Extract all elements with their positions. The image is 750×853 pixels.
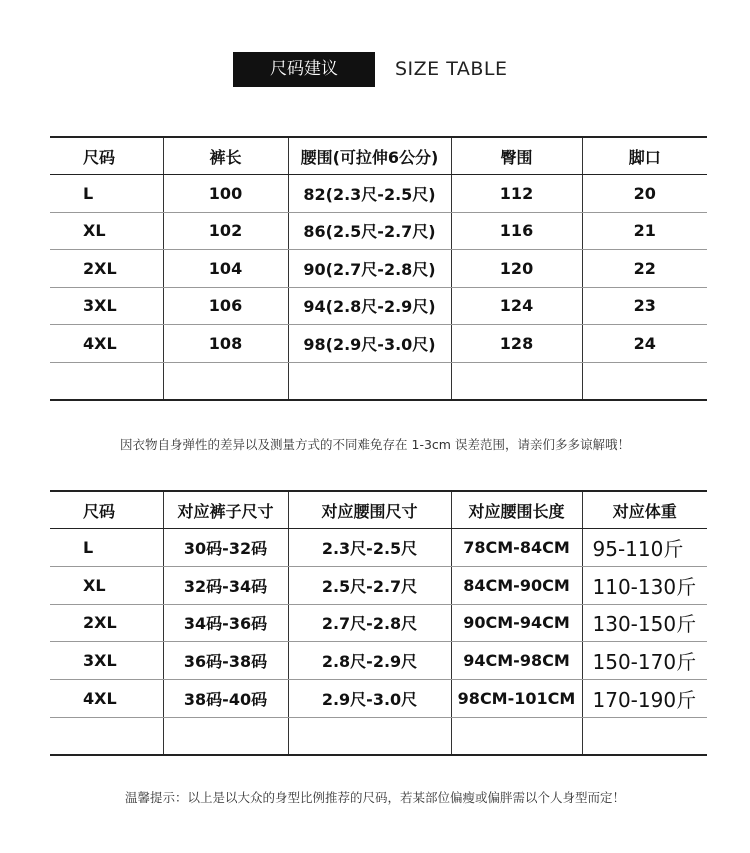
cell-pants-size: 32码-34码 (163, 566, 288, 604)
cell-size: 3XL (50, 287, 163, 325)
cell-waist: 86(2.5尺-2.7尺) (288, 212, 451, 250)
cell-size: 2XL (50, 250, 163, 288)
cell-weight: 170-190斤 (582, 679, 707, 717)
cell-waist-length: 94CM-98CM (451, 642, 582, 680)
table-row-empty (50, 717, 707, 755)
cell-size: XL (50, 566, 163, 604)
cell-waist-size: 2.8尺-2.9尺 (288, 642, 451, 680)
cell-size: L (50, 529, 163, 567)
cell-hip: 124 (451, 287, 582, 325)
cell-length: 102 (163, 212, 288, 250)
cell-size: L (50, 175, 163, 213)
cell-hip: 120 (451, 250, 582, 288)
cell-size: 2XL (50, 604, 163, 642)
cell-waist: 94(2.8尺-2.9尺) (288, 287, 451, 325)
col-header-waist-size: 对应腰围尺寸 (288, 491, 451, 529)
cell-weight: 130-150斤 (582, 604, 707, 642)
cell-length: 106 (163, 287, 288, 325)
cell-pants-size: 38码-40码 (163, 679, 288, 717)
table-header-row (50, 137, 707, 175)
col-header-weight: 对应体重 (582, 491, 707, 529)
cell-size: 3XL (50, 642, 163, 680)
cell-empty (288, 717, 451, 755)
cell-waist: 82(2.3尺-2.5尺) (288, 175, 451, 213)
col-header-hem: 脚口 (582, 137, 707, 175)
cell-weight: 150-170斤 (582, 642, 707, 680)
cell-length: 108 (163, 325, 288, 363)
cell-empty (582, 717, 707, 755)
cell-waist-length: 84CM-90CM (451, 566, 582, 604)
cell-length: 100 (163, 175, 288, 213)
cell-empty (163, 362, 288, 400)
table-row (50, 287, 707, 325)
table-row (50, 604, 707, 642)
cell-pants-size: 34码-36码 (163, 604, 288, 642)
cell-hem: 22 (582, 250, 707, 288)
col-header-hip: 臀围 (451, 137, 582, 175)
table-row (50, 175, 707, 213)
cell-empty (451, 362, 582, 400)
col-header-waist: 腰围(可拉伸6公分) (288, 137, 451, 175)
cell-pants-size: 36码-38码 (163, 642, 288, 680)
table-row (50, 250, 707, 288)
cell-size: XL (50, 212, 163, 250)
cell-empty (163, 717, 288, 755)
cell-size: 4XL (50, 325, 163, 363)
cell-hip: 112 (451, 175, 582, 213)
cell-empty (451, 717, 582, 755)
cell-waist: 90(2.7尺-2.8尺) (288, 250, 451, 288)
cell-waist-size: 2.5尺-2.7尺 (288, 566, 451, 604)
cell-length: 104 (163, 250, 288, 288)
size-table-measurements (50, 136, 707, 401)
cell-waist-length: 98CM-101CM (451, 679, 582, 717)
col-header-size: 尺码 (50, 137, 163, 175)
table-row (50, 529, 707, 567)
table-row (50, 642, 707, 680)
size-suggestion-badge: 尺码建议 (233, 52, 375, 87)
cell-waist-length: 78CM-84CM (451, 529, 582, 567)
table-header-row (50, 491, 707, 529)
cell-empty (50, 717, 163, 755)
cell-empty (288, 362, 451, 400)
col-header-length: 裤长 (163, 137, 288, 175)
size-table-recommendation (50, 490, 707, 756)
cell-waist-size: 2.9尺-3.0尺 (288, 679, 451, 717)
cell-weight: 110-130斤 (582, 566, 707, 604)
cell-pants-size: 30码-32码 (163, 529, 288, 567)
cell-size: 4XL (50, 679, 163, 717)
cell-hem: 24 (582, 325, 707, 363)
table-row-empty (50, 362, 707, 400)
cell-waist-size: 2.7尺-2.8尺 (288, 604, 451, 642)
cell-waist-size: 2.3尺-2.5尺 (288, 529, 451, 567)
table-row (50, 566, 707, 604)
measurement-error-note: 因衣物自身弹性的差异以及测量方式的不同难免存在 1-3cm 误差范围，请亲们多多谅解哦！ (120, 437, 630, 452)
cell-hip: 116 (451, 212, 582, 250)
cell-empty (50, 362, 163, 400)
size-tip-note: 温馨提示：以上是以大众的身型比例推荐的尺码，若某部位偏瘦或偏胖需以个人身型而定！ (124, 790, 625, 805)
cell-hem: 23 (582, 287, 707, 325)
col-header-pants-size: 对应裤子尺寸 (163, 491, 288, 529)
cell-waist-length: 90CM-94CM (451, 604, 582, 642)
cell-empty (582, 362, 707, 400)
cell-weight: 95-110斤 (582, 529, 707, 567)
cell-hip: 128 (451, 325, 582, 363)
cell-waist: 98(2.9尺-3.0尺) (288, 325, 451, 363)
col-header-size: 尺码 (50, 491, 163, 529)
size-table-title: SIZE TABLE (395, 58, 508, 80)
table-row (50, 212, 707, 250)
table-row (50, 325, 707, 363)
cell-hem: 20 (582, 175, 707, 213)
cell-hem: 21 (582, 212, 707, 250)
table-row (50, 679, 707, 717)
col-header-waist-length: 对应腰围长度 (451, 491, 582, 529)
